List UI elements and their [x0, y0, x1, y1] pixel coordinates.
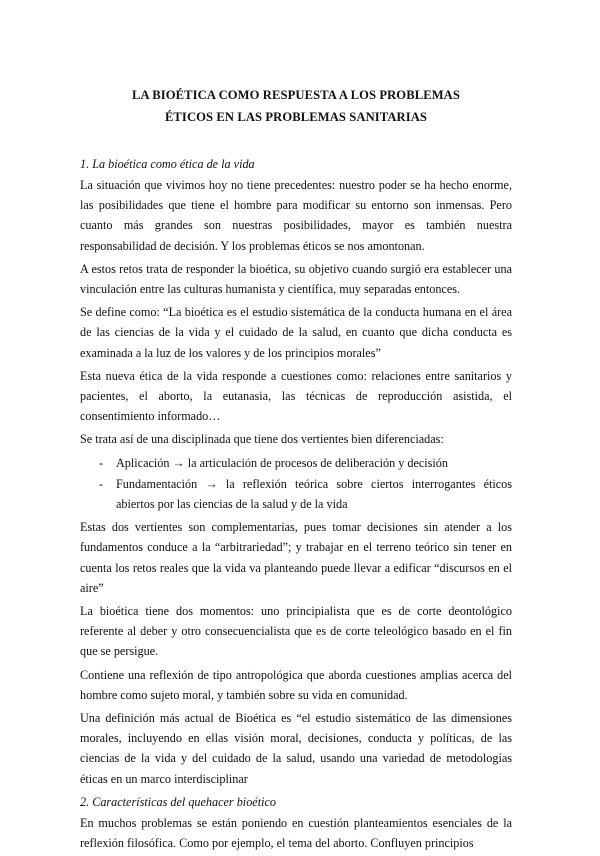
- title-line-2: ÉTICOS EN LAS PROBLEMAS SANITARIAS: [164, 110, 428, 124]
- list-item: [80, 453, 512, 473]
- paragraph: Esta nueva ética de la vida responde a cuestiones como: relaciones entre sanitarios y pacientes, el aborto, la eutanasia, las técnicas de reproducción asistida, el consentimiento informado…: [80, 368, 512, 424]
- list-item-text: Fundamentación → la reflexión teórica sobre ciertos interrogantes éticos abiertos por las ciencias de la salud y de la vida: [116, 476, 512, 512]
- paragraph: Contiene una reflexión de tipo antropológica que aborda cuestiones amplias acerca del hombre como sujeto moral, y también sobre su vida en comunidad.: [80, 667, 512, 702]
- paragraph: Se trata así de una disciplinada que tiene dos vertientes bien diferenciadas:: [80, 432, 444, 447]
- paragraph: Una definición más actual de Bioética es “el estudio sistemático de las dimensiones morales, incluyendo en ellas visión moral, decisiones, conducta y políticas, de las ciencias de la vida y del cuidado de la salud, usando una variedad de metodologías éticas en un marco interdisciplinar: [80, 711, 512, 786]
- document-page: [80, 84, 512, 856]
- document-title: [80, 84, 512, 128]
- paragraph: Estas dos vertientes son complementarias, pues tomar decisiones sin atender a los fundamentos conduce a la “arbitrariedad”; y trabajar en el terreno teórico sin tener en cuenta los retos reales que la vida va planteando puede llevar a edificar “discursos en el aire”: [80, 520, 512, 595]
- title-line-1: LA BIOÉTICA COMO RESPUESTA A LOS PROBLEMAS: [132, 88, 460, 102]
- bullet-list: [80, 453, 512, 515]
- list-item-text: Aplicación → la articulación de procesos de deliberación y decisión: [116, 455, 448, 470]
- section-1-heading: 1. La bioética como ética de la vida: [80, 157, 255, 171]
- section-2-heading: 2. Características del quehacer bioético: [80, 794, 276, 809]
- paragraph: La bioética tiene dos momentos: uno principialista que es de corte deontológico referente al deber y otro consecuencialista que es de corte teleológico basado en el fin que se persigue.: [80, 604, 512, 659]
- paragraph: En muchos problemas se están poniendo en cuestión planteamientos esenciales de la reflexión filosófica. Como por ejemplo, el tema del aborto. Confluyen principios: [80, 815, 512, 851]
- paragraph: A estos retos trata de responder la bioética, su objetivo cuando surgió era establecer una vinculación entre las culturas humanista y científica, muy separadas entonces.: [80, 261, 512, 297]
- bullet-dash: -: [99, 455, 104, 470]
- paragraph: La situación que vivimos hoy no tiene precedentes: nuestro poder se ha hecho enorme, las posibilidades que tiene el hombre para modificar su entorno son inmensas. Pero cuanto más grandes son nuestras posibilidades, mayor es también nuestra responsabilidad de decisión. Y los problemas éticos se nos amontonan.: [80, 178, 512, 253]
- list-item: [80, 474, 512, 514]
- bullet-dash: -: [99, 476, 104, 491]
- paragraph: Se define como: “La bioética es el estudio sistemática de la conducta humana en el área de las ciencias de la vida y el cuidado de la salud, en cuanto que dicha conducta es examinada a la luz de los valores y de los principios morales”: [80, 305, 512, 360]
